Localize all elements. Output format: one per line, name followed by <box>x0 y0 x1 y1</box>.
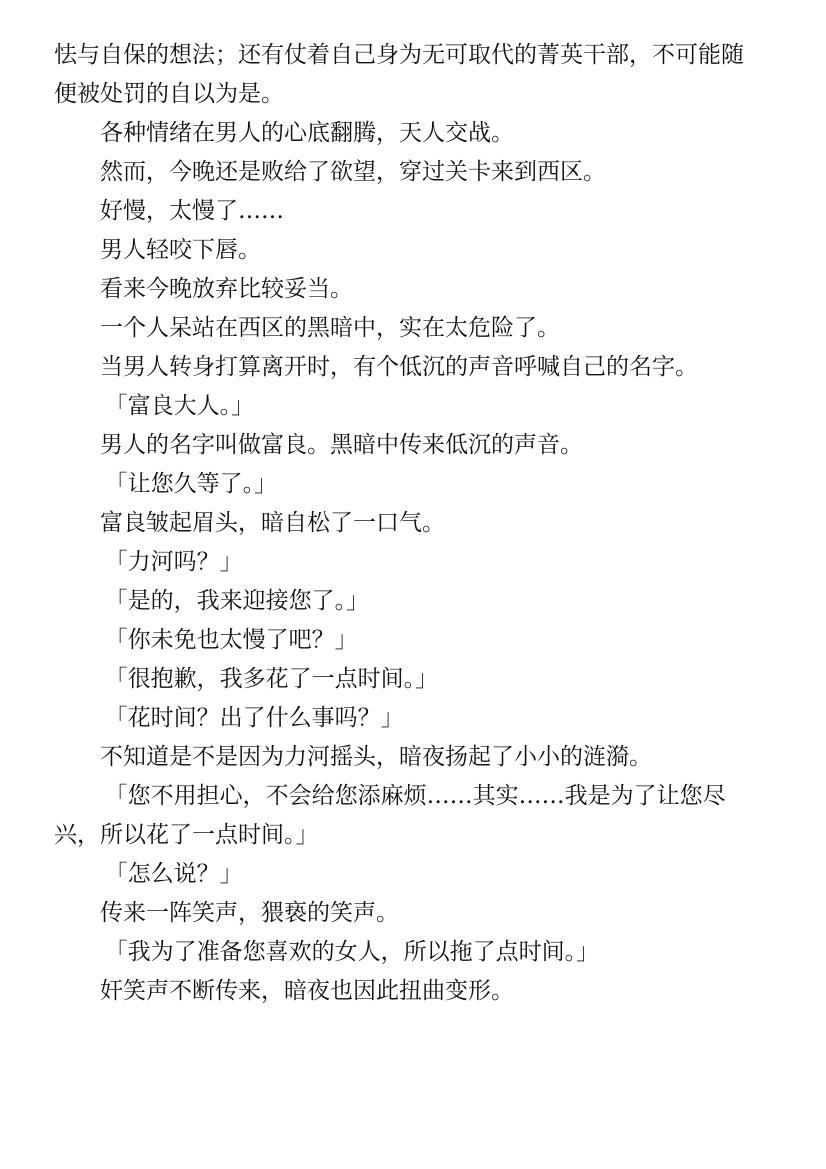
paragraph: 男人的名字叫做富良。黑暗中传来低沉的声音。 <box>100 432 583 458</box>
dialogue-line: 「你未免也太慢了吧？」 <box>104 627 358 653</box>
paragraph: 不知道是不是因为力河摇头，暗夜扬起了小小的涟漪。 <box>100 744 652 770</box>
paragraph: 男人轻咬下唇。 <box>100 237 261 263</box>
paragraph: 看来今晚放弃比较妥当。 <box>100 276 353 302</box>
paragraph: 好慢，太慢了…… <box>100 198 284 224</box>
paragraph: 当男人转身打算离开时，有个低沉的声音呼喊自己的名字。 <box>100 354 698 380</box>
document-page <box>54 36 754 1011</box>
dialogue-line: 「您不用担心，不会给您添麻烦……其实……我是为了让您尽兴，所以花了一点时间。」 <box>54 783 726 848</box>
dialogue-line: 「我为了准备您喜欢的女人，所以拖了点时间。」 <box>104 939 600 965</box>
dialogue-line: 「很抱歉，我多花了一点时间。」 <box>104 666 439 692</box>
dialogue-line: 「是的，我来迎接您了。」 <box>104 588 370 614</box>
paragraph: 然而，今晚还是败给了欲望，穿过关卡来到西区。 <box>100 159 606 185</box>
paragraph: 怯与自保的想法；还有仗着自己身为无可取代的菁英干部，不可能随便被处罚的自以为是。 <box>54 42 744 107</box>
dialogue-line: 「让您久等了。」 <box>104 471 278 497</box>
paragraph: 奸笑声不断传来，暗夜也因此扭曲变形。 <box>100 978 514 1004</box>
paragraph: 各种情绪在男人的心底翻腾，天人交战。 <box>100 120 514 146</box>
dialogue-line: 「力河吗？」 <box>104 549 243 575</box>
paragraph: 传来一阵笑声，猥亵的笑声。 <box>100 900 399 926</box>
paragraph: 富良皱起眉头，暗自松了一口气。 <box>100 510 445 536</box>
dialogue-line: 「怎么说？」 <box>104 861 243 887</box>
dialogue-line: 「富良大人。」 <box>104 393 255 419</box>
dialogue-line: 「花时间？出了什么事吗？」 <box>104 705 404 731</box>
paragraph: 一个人呆站在西区的黑暗中，实在太危险了。 <box>100 315 560 341</box>
